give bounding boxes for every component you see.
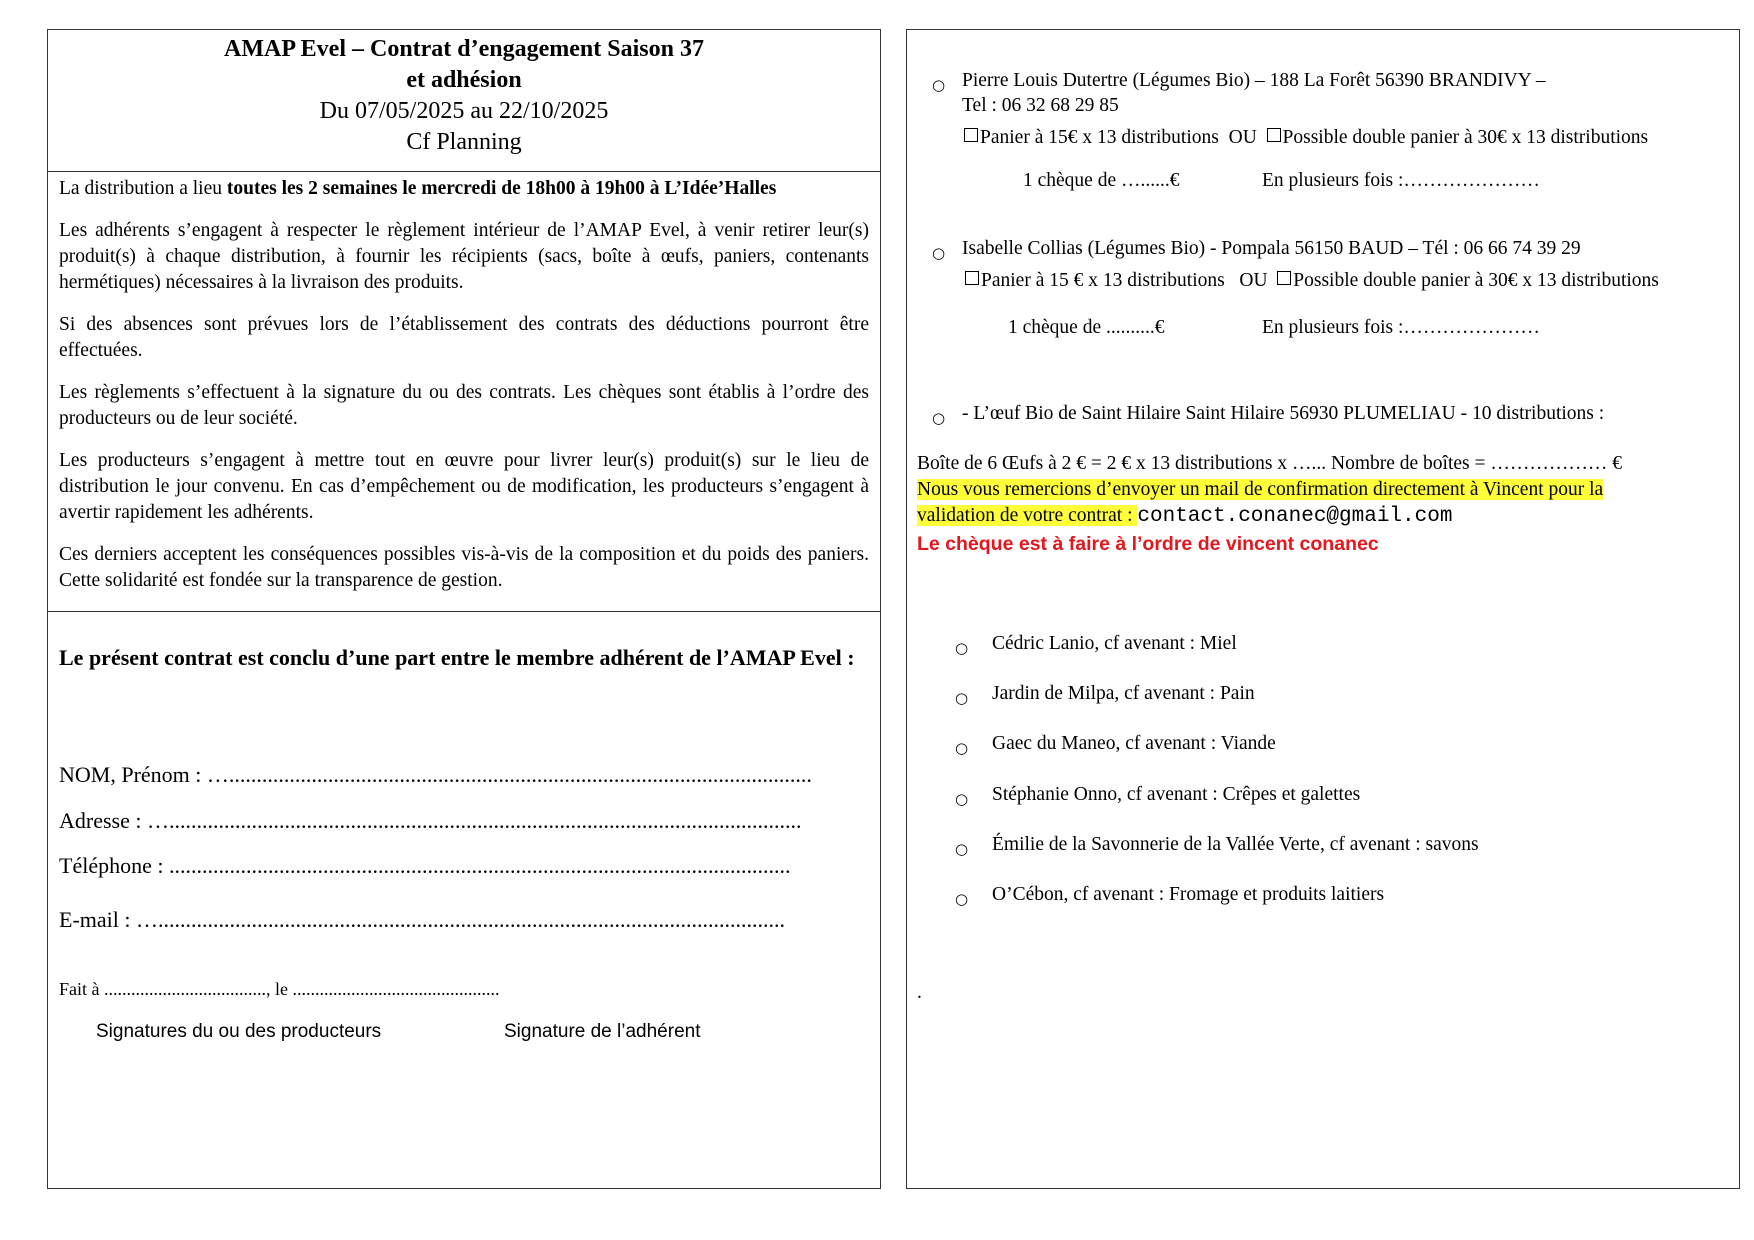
producer-ic-options (965, 270, 1659, 292)
producer-ic-line1: Isabelle Collias (Légumes Bio) - Pompala 56150 BAUD – Tél : 06 66 74 39 29 (962, 238, 1581, 259)
distribution-prefix: La distribution a lieu (59, 178, 227, 199)
rule-paragraph: Ces derniers acceptent les conséquences possibles vis-à-vis de la composition et du poids des paniers. Cette solidarité est fondée sur la transparence de gestion. (59, 544, 869, 591)
highlighted-text: validation de votre contrat : (917, 505, 1138, 526)
rule-paragraph: Si des absences sont prévues lors de l’établissement des contrats des déductions pourront être effectuées. (59, 314, 869, 361)
bullet-icon: ○ (955, 790, 969, 808)
producer-pl-line1: Pierre Louis Dutertre (Légumes Bio) – 188 La Forêt 56390 BRANDIVY – (962, 70, 1546, 91)
producer-pl-installments[interactable]: En plusieurs fois :………………… (1262, 170, 1540, 191)
option-label: Panier à 15 € x 13 distributions (981, 270, 1225, 291)
distribution-schedule: toutes les 2 semaines le mercredi de 18h00 à 19h00 à L’Idée’Halles (226, 178, 777, 199)
contract-subtitle: et adhésion (406, 67, 522, 93)
member-signature-label: Signature de l’adhérent (504, 1021, 701, 1042)
contract-conclusion: Le présent contrat est conclu d’une part entre le membre adhérent de l’AMAP Evel : (59, 645, 855, 670)
member-section (48, 612, 880, 1188)
egg-box-order[interactable]: Boîte de 6 Œufs à 2 € = 2 € x 13 distributions x …... Nombre de boîtes = ……………… € (917, 453, 1622, 474)
contract-left-page (47, 29, 881, 1189)
name-field[interactable]: NOM, Prénom : ….......................................................................................................... (59, 762, 812, 787)
bullet-icon: ○ (955, 739, 969, 757)
rule-paragraph: Les adhérents s’engagent à respecter le règlement intérieur de l’AMAP Evel, à venir retirer leur(s) produit(s) à chaque distribution, à fournir les récipients (sacs, boîte à œufs, paniers, contenants hermétiques) nécessaires à la livraison des produits. (59, 220, 869, 293)
checkbox-pl-double[interactable] (1267, 128, 1281, 142)
avenant-item: Gaec du Maneo, cf avenant : Viande (992, 733, 1276, 754)
contract-right-page (906, 29, 1740, 1189)
confirmation-notice (917, 479, 1603, 501)
bullet-icon: ○ (932, 76, 946, 94)
producer-signature-label: Signatures du ou des producteurs (96, 1021, 382, 1042)
confirmation-notice-2 (917, 505, 1452, 528)
rules-section (48, 172, 880, 612)
bullet-icon: ○ (932, 409, 946, 427)
option-label: Panier à 15€ x 13 distributions (980, 127, 1219, 148)
producer-pl-options (964, 127, 1648, 149)
producer-ic-installments[interactable]: En plusieurs fois :………………… (1262, 317, 1540, 338)
address-field[interactable]: Adresse : …................................................................................................................... (59, 808, 802, 833)
producer-ic-cheque[interactable]: 1 chèque de ..........€ (1008, 317, 1165, 338)
contact-email[interactable]: contact.conanec@gmail.com (1137, 505, 1453, 528)
avenant-item: Cédric Lanio, cf avenant : Miel (992, 633, 1237, 654)
avenant-item: Émilie de la Savonnerie de la Vallée Verte, cf avenant : savons (992, 834, 1479, 855)
producer-pl-phone: Tel : 06 32 68 29 85 (962, 95, 1119, 116)
or-label: OU (1228, 127, 1257, 148)
rule-paragraph: Les règlements s’effectuent à la signature du ou des contrats. Les chèques sont établis à l’ordre des producteurs ou de leur société. (59, 382, 869, 429)
bullet-icon: ○ (932, 244, 946, 262)
checkbox-ic-single[interactable] (965, 271, 979, 285)
avenant-item: O’Cébon, cf avenant : Fromage et produits laitiers (992, 884, 1385, 905)
avenant-item: Stéphanie Onno, cf avenant : Crêpes et galettes (992, 784, 1361, 805)
contract-planning: Cf Planning (406, 129, 522, 155)
bullet-icon: ○ (955, 890, 969, 908)
producer-oeuf-line1: - L’œuf Bio de Saint Hilaire Saint Hilaire 56930 PLUMELIAU - 10 distributions : (962, 403, 1605, 424)
option-label: Possible double panier à 30€ x 13 distributions (1282, 127, 1649, 148)
or-label: OU (1239, 270, 1268, 291)
email-field[interactable]: E-mail : ….................................................................................................................. (59, 907, 785, 932)
bullet-icon: ○ (955, 639, 969, 657)
trailing-dot: . (917, 982, 922, 1003)
avenant-item: Jardin de Milpa, cf avenant : Pain (992, 683, 1255, 704)
highlighted-text: Nous vous remercions d’envoyer un mail de confirmation directement à Vincent pour la (917, 479, 1604, 500)
distribution-info (59, 176, 869, 202)
checkbox-ic-double[interactable] (1277, 271, 1291, 285)
cheque-order-notice: Le chèque est à faire à l’ordre de vincent conanec (917, 533, 1379, 555)
phone-field[interactable]: Téléphone : ................................................................................................................. (59, 853, 791, 878)
bullet-icon: ○ (955, 689, 969, 707)
rule-paragraph: Les producteurs s’engagent à mettre tout en œuvre pour livrer leur(s) produit(s) sur le lieu de distribution le jour convenu. En cas d’empêchement ou de modification, les producteurs s’engagent à avertir rapidement les adhérents. (59, 450, 869, 523)
contract-header (48, 30, 880, 172)
contract-title: AMAP Evel – Contrat d’engagement Saison 37 (224, 36, 704, 62)
checkbox-pl-single[interactable] (964, 128, 978, 142)
bullet-icon: ○ (955, 840, 969, 858)
contract-dates: Du 07/05/2025 au 22/10/2025 (319, 98, 609, 124)
place-date-field[interactable]: Fait à ...................................., le .............................................. (59, 979, 500, 999)
producer-pl-cheque[interactable]: 1 chèque de …......€ (1023, 170, 1180, 191)
option-label: Possible double panier à 30€ x 13 distributions (1293, 270, 1659, 291)
